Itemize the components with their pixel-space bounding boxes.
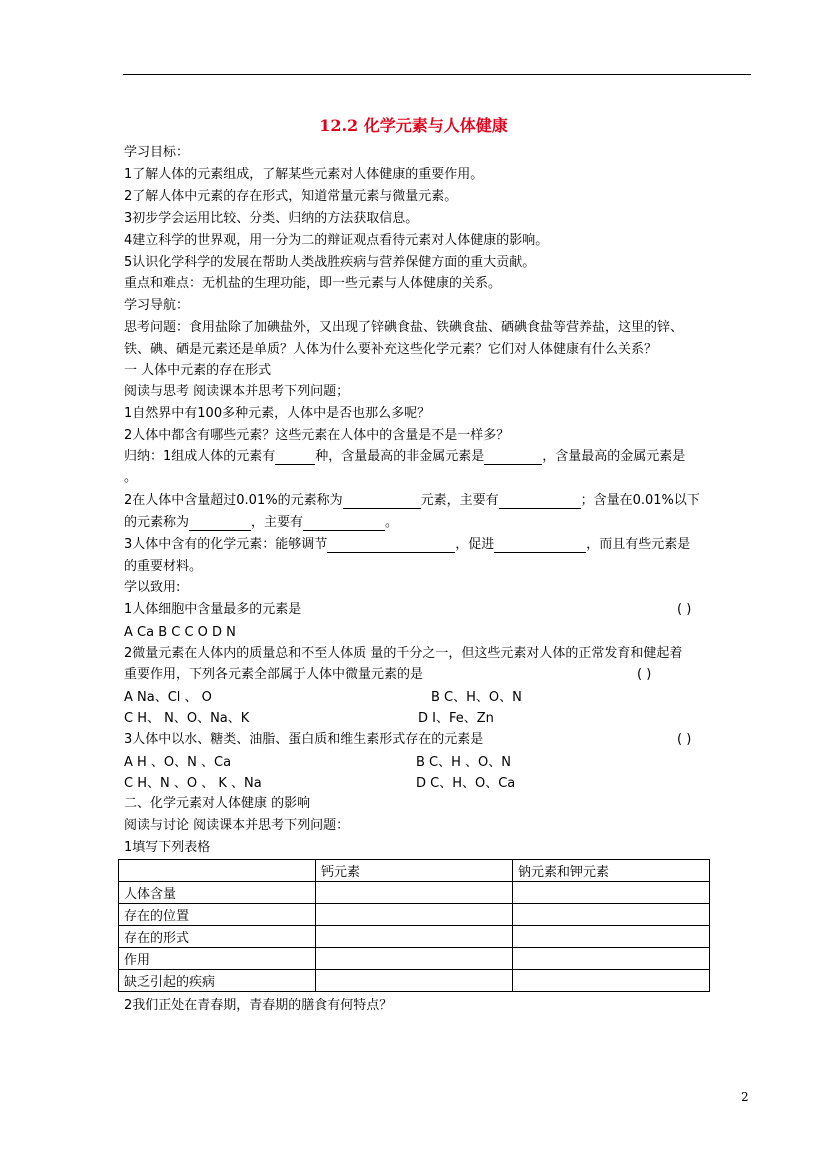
summary-line3: [124, 537, 690, 553]
row-label: 存在的位置: [119, 904, 316, 926]
summary-text: ，而且有些元素是: [586, 537, 691, 552]
table-cell[interactable]: [513, 970, 710, 992]
goal-item: 3初步学会运用比较、分类、归纳的方法获取信息。: [124, 211, 419, 226]
key-points: 重点和难点：无机盐的生理功能，即一些元素与人体健康的关系。: [124, 276, 502, 291]
option-d: D I、Fe、Zn: [418, 711, 494, 726]
guide-question-line1: 思考问题：食用盐除了加碘盐外，又出现了锌碘食盐、铁碘食盐、硒碘食盐等营养盐，这里的锌、: [124, 320, 684, 335]
table-header-cell: 钙元素: [316, 860, 513, 882]
summary-line2b: [124, 515, 398, 531]
section1-read: 阅读与思考 阅读课本并思考下列问题；: [124, 384, 350, 399]
option-b: B C、H、O、N: [431, 690, 522, 705]
blank-field[interactable]: [484, 450, 542, 465]
section2-heading: 二、化学元素对人体健康 的影响: [124, 796, 311, 811]
section2-read: 阅读与讨论 阅读课本并思考下列问题：: [124, 818, 350, 833]
apply-q1: 1人体细胞中含量最多的元素是: [124, 602, 302, 617]
section2-q2: 2我们正处在青春期，青春期的膳食有何特点？: [124, 998, 393, 1013]
table-cell[interactable]: [316, 926, 513, 948]
guide-question-line2: 铁、碘、硒是元素还是单质？人体为什么要补充这些化学元素？它们对人体健康有什么关系？: [124, 342, 658, 357]
answer-paren[interactable]: ( ): [637, 667, 652, 682]
apply-q1-options: A Ca B C C O D N: [124, 625, 236, 640]
table-header-cell: [119, 860, 316, 882]
page-number: 2: [741, 1090, 749, 1104]
table-cell[interactable]: [513, 926, 710, 948]
table-cell[interactable]: [316, 970, 513, 992]
summary-text: 的元素称为: [124, 515, 190, 530]
summary-text: ，促进: [455, 537, 495, 552]
option-b: B C、H 、O、N: [416, 755, 511, 770]
table-row: [119, 882, 710, 904]
apply-q2-line1: 2微量元素在人体内的质量总和不至人体质 量的千分之一，但这些元素对人体的正常发育和健起着: [124, 646, 683, 661]
summary-text: 2在人体中含量超过0.01%的元素称为: [124, 493, 343, 508]
table-row: [119, 948, 710, 970]
answer-paren[interactable]: ( ): [677, 732, 692, 747]
summary-text: ，主要有: [251, 515, 304, 530]
table-header-cell: 钠元素和钾元素: [513, 860, 710, 882]
row-label: 缺乏引起的疾病: [119, 970, 316, 992]
summary-text-b: 种，含量最高的非金属元素是: [315, 449, 485, 464]
row-label: 人体含量: [119, 882, 316, 904]
apply-heading: 学以致用:: [124, 580, 181, 595]
blank-field[interactable]: [189, 516, 251, 531]
goals-heading: 学习目标：: [124, 145, 190, 160]
table-row: [119, 970, 710, 992]
blank-field[interactable]: [494, 538, 586, 553]
blank-field[interactable]: [343, 494, 421, 509]
answer-paren[interactable]: ( ): [677, 602, 692, 617]
table-header-row: [119, 860, 710, 882]
summary-text: 3人体中含有的化学元素：能够调节: [124, 537, 328, 552]
guide-heading: 学习导航：: [124, 298, 190, 313]
goal-item: 4建立科学的世界观，用一分为二的辩证观点看待元素对人体健康的影响。: [124, 233, 549, 248]
blank-field[interactable]: [303, 516, 385, 531]
section1-q1: 1自然界中有100多种元素，人体中是否也那么多呢？: [124, 406, 431, 421]
page-title: 12.2 化学元素与人体健康: [319, 116, 508, 135]
apply-q2-line2: 重要作用，下列各元素全部属于人体中微量元素的是: [124, 667, 424, 682]
table-cell[interactable]: [316, 882, 513, 904]
summary-line3b: 的重要材料。: [124, 559, 203, 574]
table-cell[interactable]: [513, 948, 710, 970]
blank-field[interactable]: [327, 538, 455, 553]
table-cell[interactable]: [316, 904, 513, 926]
table-cell[interactable]: [513, 904, 710, 926]
header-rule: [123, 74, 751, 75]
apply-q3: 3人体中以水、糖类、油脂、蛋白质和维生素形式存在的元素是: [124, 732, 484, 747]
goal-item: 1了解人体的元素组成，了解某些元素对人体健康的重要作用。: [124, 167, 484, 182]
row-label: 作用: [119, 948, 316, 970]
summary-text-c: ，含量最高的金属元素是: [542, 449, 686, 464]
table-cell[interactable]: [316, 948, 513, 970]
goal-item: 2了解人体中元素的存在形式，知道常量元素与微量元素。: [124, 189, 458, 204]
option-a: A Na、Cl 、 O: [124, 690, 212, 705]
goal-item: 5认识化学科学的发展在帮助人类战胜疾病与营养保健方面的重大贡献。: [124, 255, 536, 270]
summary-text: 。: [385, 515, 399, 530]
section2-fill: 1填写下列表格: [124, 840, 211, 855]
section1-heading: 一 人体中元素的存在形式: [124, 363, 272, 378]
summary-text: ；含量在0.01%以下: [580, 493, 700, 508]
section1-q2: 2人体中都含有哪些元素？这些元素在人体中的含量是不是一样多？: [124, 428, 510, 443]
table-row: [119, 904, 710, 926]
summary-line2: [124, 493, 700, 509]
option-d: D C、H、O、Ca: [416, 776, 516, 791]
summary-end: 。: [124, 470, 138, 485]
summary-text: 元素，主要有: [420, 493, 499, 508]
summary-text-a: 归纳：1组成人体的元素有: [124, 449, 276, 464]
option-a: A H 、O、N 、Ca: [124, 755, 232, 770]
table-row: [119, 926, 710, 948]
option-c: C H、 N、O、Na、K: [124, 711, 250, 726]
row-label: 存在的形式: [119, 926, 316, 948]
fill-table: [118, 859, 710, 992]
blank-field[interactable]: [275, 450, 315, 465]
summary-line1: [124, 449, 685, 465]
table-cell[interactable]: [513, 882, 710, 904]
blank-field[interactable]: [499, 494, 581, 509]
option-c: C H、N 、O 、 K 、Na: [124, 776, 262, 791]
